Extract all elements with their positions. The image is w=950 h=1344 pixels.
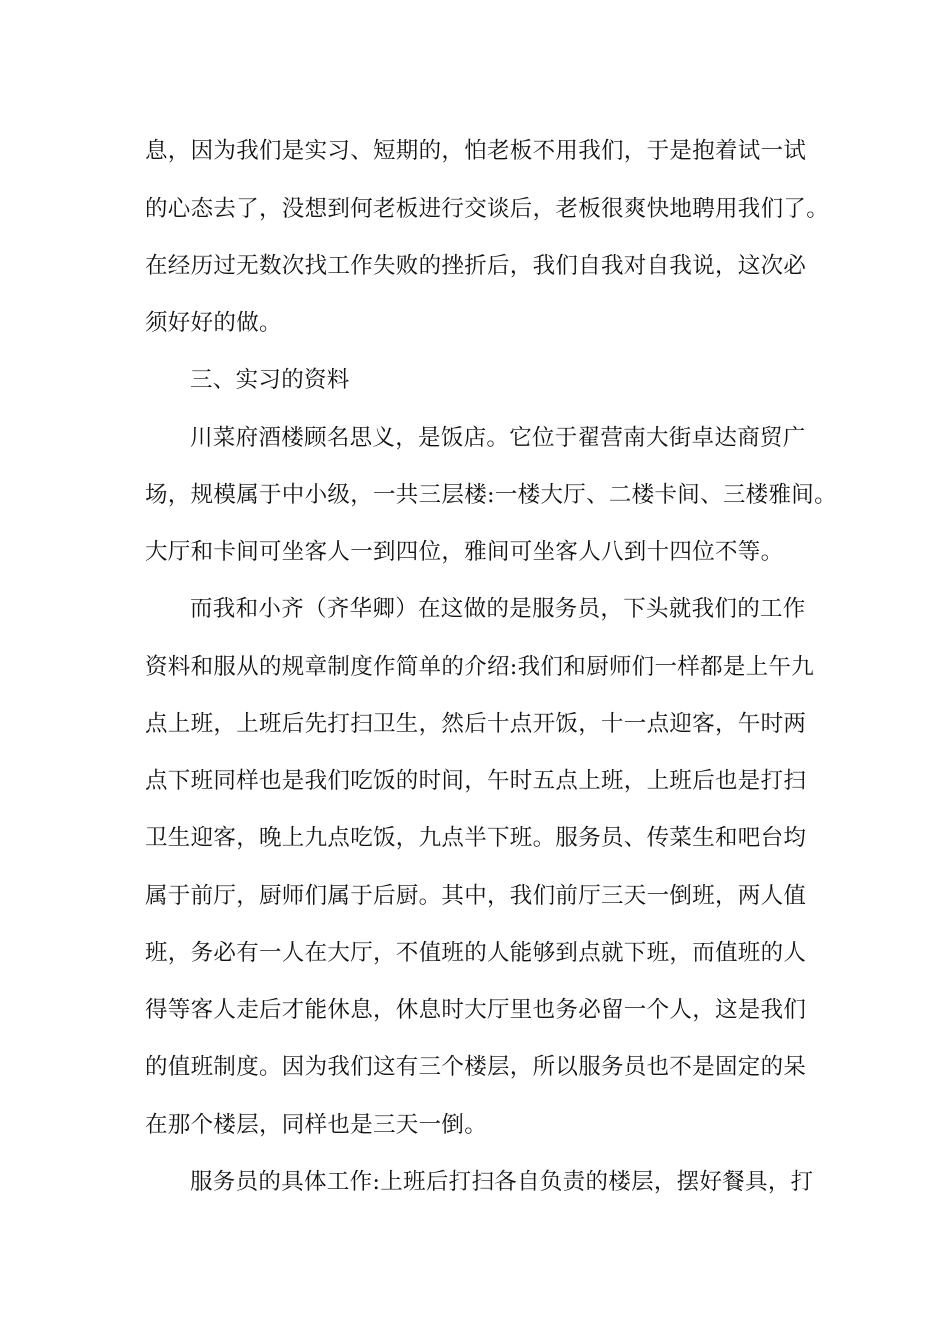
section-heading: 三、实习的资料	[190, 367, 350, 393]
text-line: 川菜府酒楼顾名思义，是饭店。它位于翟营南大街卓达商贸广	[190, 425, 806, 451]
text-line: 得等客人走后才能休息，休息时大厅里也务必留一个人，这是我们	[145, 997, 807, 1023]
text-line: 点下班同样也是我们吃饭的时间，午时五点上班，上班后也是打扫	[145, 768, 807, 794]
text-line: 资料和服从的规章制度作简单的介绍:我们和厨师们一样都是上午九	[145, 654, 815, 680]
text-line: 大厅和卡间可坐客人一到四位，雅间可坐客人八到十四位不等。	[145, 539, 784, 565]
text-line: 点上班，上班后先打扫卫生，然后十点开饭，十一点迎客，午时两	[145, 711, 807, 737]
text-line: 服务员的具体工作:上班后打扫各自负责的楼层，摆好餐具，打	[190, 1169, 814, 1195]
text-line: 卫生迎客，晚上九点吃饭，九点半下班。服务员、传菜生和吧台均	[145, 825, 807, 851]
text-line: 班，务必有一人在大厅，不值班的人能够到点就下班，而值班的人	[145, 940, 807, 966]
text-line: 属于前厅，厨师们属于后厨。其中，我们前厅三天一倒班，两人值	[145, 883, 807, 909]
text-line: 在经历过无数次找工作失败的挫折后，我们自我对自我说，这次必	[145, 253, 807, 279]
text-line: 场，规模属于中小级，一共三层楼:一楼大厅、二楼卡间、三楼雅间。	[145, 482, 837, 508]
text-line: 的值班制度。因为我们这有三个楼层，所以服务员也不是固定的呆	[145, 1054, 807, 1080]
text-line: 息，因为我们是实习、短期的，怕老板不用我们，于是抱着试一试	[145, 138, 807, 164]
text-line: 而我和小齐（齐华卿）在这做的是服务员，下头就我们的工作	[190, 596, 806, 622]
text-line: 的心态去了，没想到何老板进行交谈后，老板很爽快地聘用我们了。	[145, 196, 830, 222]
text-line: 在那个楼层，同样也是三天一倒。	[145, 1112, 488, 1138]
text-line: 须好好的做。	[145, 310, 282, 336]
